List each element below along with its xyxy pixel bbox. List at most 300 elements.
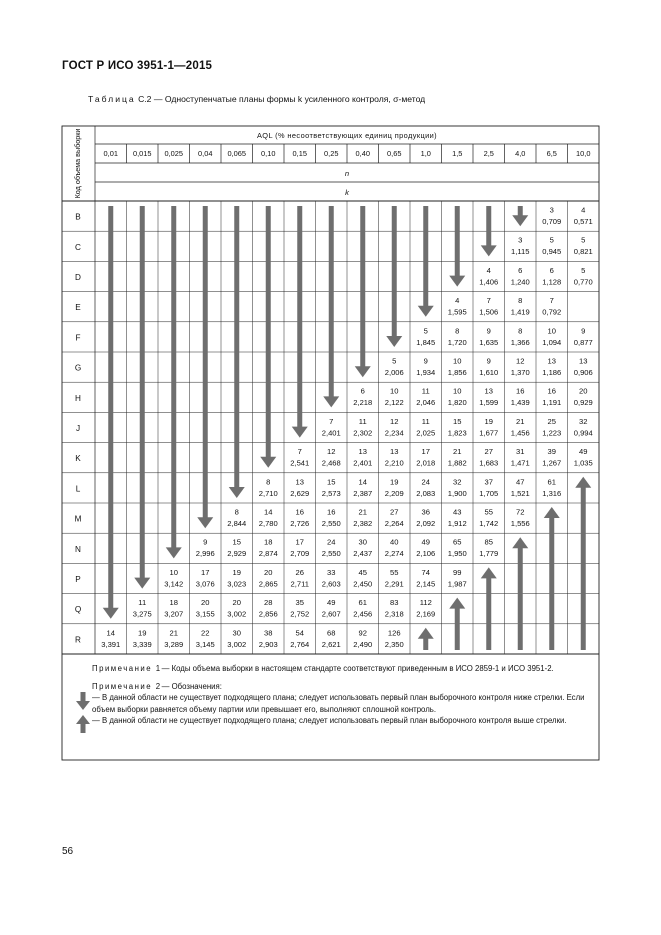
plan-k-value: 2,996 [195,549,215,559]
sample-size-code: F [75,333,81,343]
arrow-down-icon [103,608,119,619]
arrow-down-icon [134,578,150,589]
plan-k-value: 2,092 [416,519,436,528]
plan-k-value: 2,752 [290,609,310,619]
sample-size-code: M [74,514,82,524]
plan-k-value: 2,550 [321,549,341,559]
plan-k-value: 1,779 [479,549,499,559]
plan-n-value: 9 [486,326,491,336]
plan-n-value: 6 [518,265,523,275]
plan-n-value: 8 [266,477,271,487]
plan-n-value: 18 [169,598,178,608]
plan-n-value: 20 [579,386,588,396]
plan-k-value: 1,439 [510,398,530,408]
plan-k-value: 2,291 [384,579,404,589]
plan-k-value: 2,468 [321,458,341,468]
plan-n-value: 5 [392,356,397,366]
sample-size-code: C [75,242,81,252]
plan-n-value: 24 [421,477,430,487]
plan-k-value: 1,610 [479,368,499,377]
plan-n-value: 5 [581,235,586,245]
plan-n-value: 27 [390,507,399,517]
plan-k-value: 2,218 [353,398,373,408]
plan-n-value: 30 [358,537,367,547]
plan-n-value: 22 [201,628,210,638]
sample-size-code: L [75,484,81,494]
plan-n-value: 36 [421,507,430,517]
plan-n-value: 49 [327,598,336,608]
arrow-down-icon [418,306,434,317]
plan-k-value: 2,274 [384,549,404,559]
plan-n-value: 14 [106,628,115,638]
plan-k-value: 1,186 [542,368,562,377]
plan-n-value: 5 [581,265,586,275]
plan-k-value: 1,406 [479,277,499,287]
plan-k-value: 2,387 [353,488,373,498]
arrow-up-icon-shaft [549,517,554,650]
plan-n-value: 3 [549,205,554,215]
plan-k-value: 0,571 [573,217,593,226]
plan-k-value: 3,142 [164,579,184,589]
plan-k-value: 1,128 [542,277,562,287]
plan-n-value: 32 [453,477,462,487]
plan-n-value: 13 [295,477,304,487]
plan-k-value: 2,083 [416,488,436,498]
sample-size-code: N [75,544,81,554]
sample-size-code: Q [74,605,82,615]
plan-k-value: 2,764 [290,639,310,649]
plan-n-value: 9 [423,356,428,366]
plan-n-value: 20 [232,598,241,608]
arrow-down-icon-shaft [392,206,397,337]
plan-n-value: 16 [295,507,304,517]
plan-k-value: 2,929 [227,549,247,559]
plan-k-value: 1,823 [447,428,467,438]
plan-k-value: 2,844 [227,519,247,528]
plan-k-value: 0,821 [573,247,593,257]
plan-k-value: 2,456 [353,609,373,619]
plan-n-value: 6 [360,386,365,396]
plan-n-value: 11 [358,416,367,426]
plan-n-value: 20 [201,598,210,608]
arrow-down-icon-shaft [455,206,460,277]
arrow-down-icon [166,547,182,558]
plan-k-value: 3,391 [101,639,121,649]
plan-n-value: 40 [390,537,399,547]
plan-k-value: 0,945 [542,247,562,257]
aql-value-label: 0,025 [164,149,183,158]
arrow-down-icon-shaft [108,206,113,609]
sample-size-code: K [75,454,81,464]
plan-n-value: 37 [484,477,493,487]
sample-size-code: H [75,393,81,403]
arrow-down-icon-shaft [329,206,334,397]
arrow-down-icon-shaft [266,206,271,458]
plan-n-value: 12 [327,447,336,457]
plan-k-value: 1,705 [479,488,499,498]
sample-size-code: J [75,424,81,433]
plan-n-value: 10 [453,386,462,396]
k-label: k [345,188,349,197]
aql-value-label: 1,0 [420,149,431,158]
arrow-up-icon [418,628,434,639]
plan-n-value: 13 [390,447,399,457]
plan-n-value: 11 [138,598,147,608]
plan-k-value: 0,906 [573,368,593,377]
plan-k-value: 2,550 [321,519,341,528]
plan-k-value: 1,419 [510,307,530,317]
plan-n-value: 85 [484,537,493,547]
arrow-down-icon [449,276,465,287]
plan-n-value: 3 [518,235,523,245]
table-notes [92,663,597,727]
plan-k-value: 1,267 [542,458,562,468]
plan-k-value: 1,595 [447,307,467,317]
plan-k-value: 1,191 [542,398,562,408]
plan-k-value: 1,471 [510,458,530,468]
plan-k-value: 2,621 [321,639,341,649]
note-1 [92,663,597,675]
plan-k-value: 2,903 [258,639,278,649]
plan-k-value: 2,382 [353,519,373,528]
arrow-up-icon [575,477,591,488]
plan-n-value: 17 [201,567,210,577]
aql-value-label: 0,40 [355,149,370,158]
plan-n-value: 7 [329,416,334,426]
plan-n-value: 54 [295,628,304,638]
plan-k-value: 1,950 [447,549,467,559]
arrow-down-icon [76,692,90,710]
plan-k-value: 1,882 [447,458,467,468]
plan-k-value: 2,264 [384,519,404,528]
plan-n-value: 19 [390,477,399,487]
plan-k-value: 3,155 [195,609,215,619]
plan-k-value: 1,556 [510,519,530,528]
plan-n-value: 12 [390,416,399,426]
plan-k-value: 1,720 [447,337,467,347]
legend-up [92,715,597,727]
aql-value-label: 0,04 [198,149,213,158]
plan-n-value: 10 [453,356,462,366]
plan-n-value: 55 [390,567,399,577]
plan-k-value: 1,506 [479,307,499,317]
plan-n-value: 112 [419,598,432,608]
plan-n-value: 8 [455,326,460,336]
plan-k-value: 2,726 [290,519,310,528]
plan-n-value: 6 [549,265,554,275]
plan-n-value: 20 [264,567,273,577]
plan-k-value: 2,169 [416,609,436,619]
plan-n-value: 24 [327,537,336,547]
plan-k-value: 1,742 [479,519,499,528]
plan-k-value: 0,792 [542,307,562,317]
arrow-down-icon-shaft [297,206,302,428]
plan-n-value: 16 [327,507,336,517]
arrow-down-icon [292,427,308,438]
arrow-down-icon-shaft [234,206,239,488]
arrow-down-icon [197,517,213,528]
aql-value-label: 0,015 [133,149,152,158]
arrow-up-icon [544,507,560,518]
plan-k-value: 2,709 [290,549,310,559]
arrow-up-icon-shaft [486,577,491,650]
plan-n-value: 15 [327,477,336,487]
plan-k-value: 3,076 [195,579,215,589]
plan-k-value: 2,046 [416,398,436,408]
plan-n-value: 12 [516,356,525,366]
aql-value-label: 6,5 [546,149,557,158]
plan-k-value: 1,223 [542,428,562,438]
sample-size-code: R [75,635,81,645]
plan-n-value: 25 [547,416,556,426]
plan-n-value: 19 [232,567,241,577]
plan-k-value: 2,607 [321,609,341,619]
plan-k-value: 0,994 [573,428,593,438]
plan-n-value: 10 [390,386,399,396]
arrow-down-icon [512,215,528,226]
n-label: n [344,169,350,178]
plan-k-value: 2,710 [258,488,278,498]
plan-n-value: 5 [549,235,554,245]
plan-k-value: 2,350 [384,639,404,649]
plan-n-value: 4 [455,296,460,306]
plan-k-value: 2,025 [416,428,436,438]
plan-n-value: 17 [295,537,304,547]
arrow-up-icon [481,567,497,578]
plan-k-value: 1,456 [510,428,530,438]
plan-k-value: 2,865 [258,579,278,589]
plan-n-value: 13 [358,447,367,457]
plan-n-value: 16 [516,386,525,396]
plan-n-value: 7 [297,447,302,457]
arrow-down-icon-shaft [423,206,428,307]
plan-k-value: 2,856 [258,609,278,619]
plan-k-value: 2,106 [416,549,436,559]
plan-k-value: 2,302 [353,428,373,438]
plan-n-value: 8 [518,296,523,306]
plan-k-value: 2,401 [353,458,373,468]
plan-n-value: 18 [264,537,273,547]
aql-value-label: 0,25 [324,149,339,158]
plan-n-value: 30 [232,628,241,638]
plan-k-value: 1,900 [447,488,467,498]
arrow-down-icon [323,396,339,407]
arrow-up-icon-shaft [518,547,523,650]
aql-header-label: AQL (% несоответствующих единиц продукции) [256,131,438,140]
plan-n-value: 72 [516,507,525,517]
plan-k-value: 3,207 [164,609,184,619]
plan-n-value: 7 [549,296,554,306]
arrow-down-icon [481,245,497,256]
sample-size-code: P [75,575,81,584]
plan-k-value: 1,987 [447,579,467,589]
plan-n-value: 14 [264,507,273,517]
plan-k-value: 1,912 [447,519,467,528]
plan-k-value: 1,094 [542,337,562,347]
plan-n-value: 43 [453,507,462,517]
aql-value-label: 10,0 [576,149,591,158]
plan-k-value: 2,450 [353,579,373,589]
arrow-down-icon-shaft [360,206,365,367]
plan-n-value: 47 [516,477,525,487]
plan-n-value: 10 [169,567,178,577]
plan-n-value: 15 [453,416,462,426]
aql-value-label: 0,01 [103,149,118,158]
arrow-down-icon-shaft [518,206,523,216]
plan-k-value: 1,316 [542,488,562,498]
plan-k-value: 2,541 [290,458,310,468]
plan-k-value: 2,780 [258,519,278,528]
plan-n-value: 92 [358,628,367,638]
plan-k-value: 1,035 [573,458,593,468]
sample-size-code: G [74,363,82,373]
plan-k-value: 1,683 [479,458,499,468]
plan-n-value: 27 [484,447,493,457]
plan-k-value: 2,018 [416,458,436,468]
plan-k-value: 2,711 [290,579,309,589]
arrow-down-icon-shaft [140,206,145,579]
arrow-down-icon [386,336,402,347]
plan-n-value: 9 [203,537,208,547]
plan-k-value: 2,437 [353,549,373,559]
aql-value-label: 2,5 [483,149,494,158]
plan-k-value: 3,275 [132,609,152,619]
plan-k-value: 3,023 [227,579,247,589]
plan-n-value: 31 [516,447,525,457]
aql-value-label: 0,065 [227,149,246,158]
plan-k-value: 2,234 [384,428,404,438]
plan-k-value: 2,874 [258,549,278,559]
document-header: ГОСТ Р ИСО 3951-1—2015 [62,60,213,72]
aql-value-label: 4,0 [515,149,526,158]
plan-n-value: 21 [169,628,178,638]
plan-n-value: 5 [423,326,428,336]
plan-k-value: 1,934 [416,368,436,377]
plan-n-value: 61 [547,477,556,487]
plan-k-value: 0,770 [573,277,593,287]
arrow-down-icon [229,487,245,498]
plan-n-value: 7 [486,296,491,306]
plan-n-value: 55 [484,507,493,517]
row-header-label: Код объема выборки [73,128,82,199]
plan-k-value: 1,370 [510,368,530,377]
legend-down [92,692,597,715]
plan-n-value: 99 [453,567,462,577]
plan-k-value: 1,366 [510,337,530,347]
plan-n-value: 61 [358,598,367,608]
plan-k-value: 3,002 [227,639,247,649]
plan-n-value: 17 [421,447,430,457]
plan-n-value: 8 [518,326,523,336]
plan-k-value: 2,490 [353,639,373,649]
plan-n-value: 83 [390,598,399,608]
plan-k-value: 0,709 [542,217,562,226]
plan-k-value: 1,856 [447,368,467,377]
plan-n-value: 21 [358,507,367,517]
caption-text: С.2 — Одноступенчатые планы формы k усиленного контроля, σ-метод [135,94,426,104]
plan-n-value: 32 [579,416,588,426]
plan-n-value: 4 [581,205,586,215]
plan-n-value: 13 [547,356,556,366]
plan-k-value: 2,145 [416,579,436,589]
plan-k-value: 2,401 [321,428,341,438]
plan-k-value: 3,339 [132,639,152,649]
plan-n-value: 10 [547,326,556,336]
plan-n-value: 38 [264,628,273,638]
plan-k-value: 2,629 [290,488,310,498]
arrow-up-icon-shaft [581,487,586,650]
note-2 [92,681,597,693]
plan-k-value: 1,845 [416,337,436,347]
plan-k-value: 3,002 [227,609,247,619]
sample-size-code: B [75,212,81,222]
plan-k-value: 1,521 [510,488,530,498]
plan-n-value: 49 [421,537,430,547]
plan-k-value: 1,635 [479,337,499,347]
plan-n-value: 13 [484,386,493,396]
note-2-label: Примечание 2 [92,681,162,691]
arrow-down-icon [260,457,276,468]
plan-n-value: 11 [421,386,430,396]
legend-up-text: — В данной области не существует подходящего плана; следует использовать первый план выборочного контроля выше стрелки. [92,716,567,725]
caption-label: Таблица [88,94,136,104]
plan-k-value: 2,209 [384,488,404,498]
plan-k-value: 0,877 [573,337,593,347]
plan-k-value: 2,006 [384,368,404,377]
note-1-label: Примечание 1 [92,664,162,673]
plan-n-value: 16 [547,386,556,396]
plan-n-value: 49 [579,447,588,457]
plan-n-value: 28 [264,598,273,608]
arrow-up-icon [512,537,528,548]
plan-k-value: 2,573 [321,488,341,498]
aql-value-label: 0,65 [387,149,402,158]
plan-n-value: 8 [234,507,239,517]
plan-n-value: 39 [547,447,556,457]
arrow-up-icon-shaft [455,608,460,650]
plan-n-value: 21 [453,447,462,457]
plan-k-value: 2,603 [321,579,341,589]
plan-n-value: 19 [484,416,493,426]
arrow-down-icon-shaft [203,206,208,518]
arrow-down-icon-shaft [486,206,491,246]
note-1-text: — Коды объема выборки в настоящем стандарте соответствуют приведенным в ИСО 2859-1 и ИСО 3951-2. [161,664,554,673]
sample-size-code: D [75,273,81,282]
page-number: 56 [62,846,74,857]
plan-n-value: 21 [516,416,525,426]
plan-n-value: 33 [327,567,336,577]
aql-value-label: 1,5 [452,149,463,158]
plan-k-value: 0,929 [573,398,593,408]
plan-k-value: 1,115 [511,247,530,257]
aql-value-label: 0,10 [261,149,276,158]
arrow-up-icon [449,598,465,609]
aql-value-label: 0,15 [292,149,307,158]
plan-n-value: 35 [295,598,304,608]
plan-n-value: 45 [358,567,367,577]
plan-n-value: 126 [387,628,401,638]
plan-n-value: 68 [327,628,336,638]
plan-n-value: 74 [421,567,430,577]
arrow-down-icon [355,366,371,377]
plan-k-value: 2,210 [384,458,404,468]
plan-n-value: 13 [579,356,588,366]
arrow-up-icon [76,715,90,733]
arrow-up-icon-shaft [423,638,428,650]
plan-k-value: 1,677 [479,428,499,438]
plan-n-value: 4 [486,265,491,275]
plan-k-value: 1,599 [479,398,499,408]
